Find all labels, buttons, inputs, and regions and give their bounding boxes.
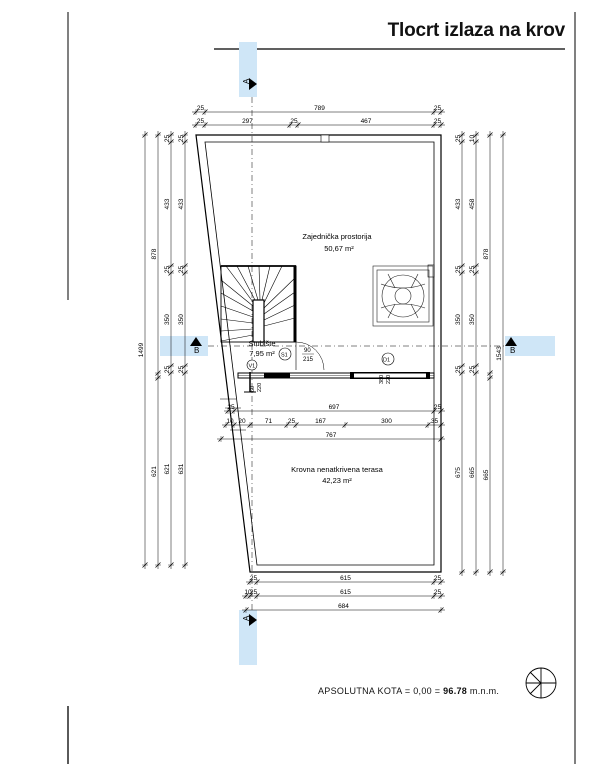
dim-mid-row2-label: 25 xyxy=(287,418,296,425)
dim-top-row2-label: 25 xyxy=(290,118,298,125)
dim-mid-row2-label: 71 xyxy=(264,418,273,425)
dim-mid-row1-label: 25 xyxy=(227,404,235,411)
dim-mid-row2-label: 20 xyxy=(238,418,246,425)
dim-bottom-row3-label: 684 xyxy=(338,603,349,610)
stairwell xyxy=(221,266,296,342)
dim-left-b-label: 25 xyxy=(178,134,185,143)
vent-opening xyxy=(264,373,290,378)
dim-mid-row3-label: 767 xyxy=(325,432,337,439)
dim-bottom-row2-label: 10 xyxy=(244,589,252,596)
section-a-bottom-label: A xyxy=(242,615,251,621)
dim-mid-row2-label: 167 xyxy=(315,418,326,425)
dim-top-row2-label: 297 xyxy=(242,118,253,125)
dim-left-a-label: 25 xyxy=(164,365,171,374)
sheet-title: Tlocrt izlaza na krov xyxy=(387,20,565,41)
window-width: 380 xyxy=(379,374,385,384)
dim-top-row1-label: 789 xyxy=(314,105,325,112)
elevation-note xyxy=(318,686,499,696)
dim-right-a-label: 25 xyxy=(455,265,462,274)
dim-right-b-label: 350 xyxy=(469,314,476,325)
dim-right-b-label: 25 xyxy=(469,265,476,274)
stair-tag-s1-label: S1 xyxy=(281,352,288,359)
dim-left-mid-label: 878 xyxy=(151,248,158,260)
elevation-suffix: m.n.m. xyxy=(467,686,500,696)
dim-bottom-row2-label: 25 xyxy=(249,589,258,596)
rail-tag-v1-label: V1 xyxy=(248,363,256,370)
room-common-area: 50,67 m² xyxy=(324,244,354,253)
dim-left-b-label: 350 xyxy=(178,314,185,325)
window-height: 220 xyxy=(386,374,392,384)
dim-left-b-label: 25 xyxy=(178,265,185,274)
room-terrace-name: Krovna nenatkrivena terasa xyxy=(291,465,383,474)
dim-left-b-label: 25 xyxy=(178,365,185,374)
dim-bottom-row1-label: 25 xyxy=(433,575,442,582)
dim-bottom-row1-label: 615 xyxy=(340,575,351,582)
dim-right-a-label: 25 xyxy=(455,365,462,374)
dim-bottom-row2-label: 615 xyxy=(340,589,351,596)
interior-wall xyxy=(238,372,434,379)
dim-left-a-label: 433 xyxy=(164,198,171,210)
elevation-prefix: APSOLUTNA KOTA = 0,00 = xyxy=(318,686,444,696)
dim-right-mid-label: 878 xyxy=(483,248,490,260)
dim-top-row2-label: 25 xyxy=(196,118,205,125)
elevation-value: 96.78 xyxy=(443,686,468,696)
dim-bottom-row1-label: 25 xyxy=(249,575,258,582)
door-width: 90 xyxy=(304,348,311,354)
section-a-top-band xyxy=(239,42,257,97)
dim-right-a-label: 25 xyxy=(455,134,462,143)
dim-left-lower-label: 621 xyxy=(151,466,158,477)
section-b-left-label: B xyxy=(194,346,200,355)
dim-right-b-label: 25 xyxy=(469,365,476,374)
dim-top-row1-label: 25 xyxy=(433,105,442,112)
dim-left-outer-label: 1499 xyxy=(138,342,145,358)
dim-mid-row1-label: 25 xyxy=(433,404,442,411)
dim-right-outer-label: 1543 xyxy=(496,346,503,361)
dim-mid-row1-label: 697 xyxy=(328,404,340,411)
dim-mid-row2-label: 300 xyxy=(381,418,392,425)
window-tag-label: D1 xyxy=(383,357,391,364)
vent-width: 60 xyxy=(250,385,256,392)
dim-right-c-label: 665 xyxy=(483,469,490,481)
room-terrace-area: 42,23 m² xyxy=(322,476,352,485)
dim-right-b-label: 458 xyxy=(469,198,476,210)
dim-top-row1-label: 25 xyxy=(196,105,205,112)
ventilation-unit xyxy=(373,266,433,326)
dim-left-a-label: 25 xyxy=(164,265,171,274)
chimney-block xyxy=(321,135,329,142)
dim-right-a-label: 433 xyxy=(455,198,462,210)
section-a-top-label: A xyxy=(242,78,251,84)
dim-right-b-label: 665 xyxy=(469,467,476,478)
dim-bottom-row2-label: 25 xyxy=(433,589,442,596)
dim-mid-row2-label: 35 xyxy=(430,418,439,425)
dim-left-a-label: 25 xyxy=(164,134,171,143)
dim-left-a-label: 350 xyxy=(164,314,171,325)
door-height: 215 xyxy=(303,357,314,363)
north-arrow-icon xyxy=(526,668,556,698)
room-stairs-area: 7,95 m² xyxy=(249,349,275,358)
room-common-name: Zajednička prostorija xyxy=(302,232,372,241)
dim-top-row2-label: 467 xyxy=(360,118,372,125)
dim-left-b-label: 433 xyxy=(178,198,185,210)
vent-height: 220 xyxy=(257,382,263,392)
dim-right-b-label: 10 xyxy=(469,134,476,143)
dim-mid-row2-label: 10 xyxy=(226,418,234,425)
room-stairs-name: Stubište xyxy=(248,339,276,348)
dim-right-a-label: 675 xyxy=(455,467,462,478)
dim-left-a-label: 621 xyxy=(164,463,171,475)
section-b-right-label: B xyxy=(510,346,516,355)
dim-right-a-label: 350 xyxy=(455,314,462,325)
dim-top-row2-label: 25 xyxy=(433,118,442,125)
dim-left-b-label: 631 xyxy=(178,463,185,475)
